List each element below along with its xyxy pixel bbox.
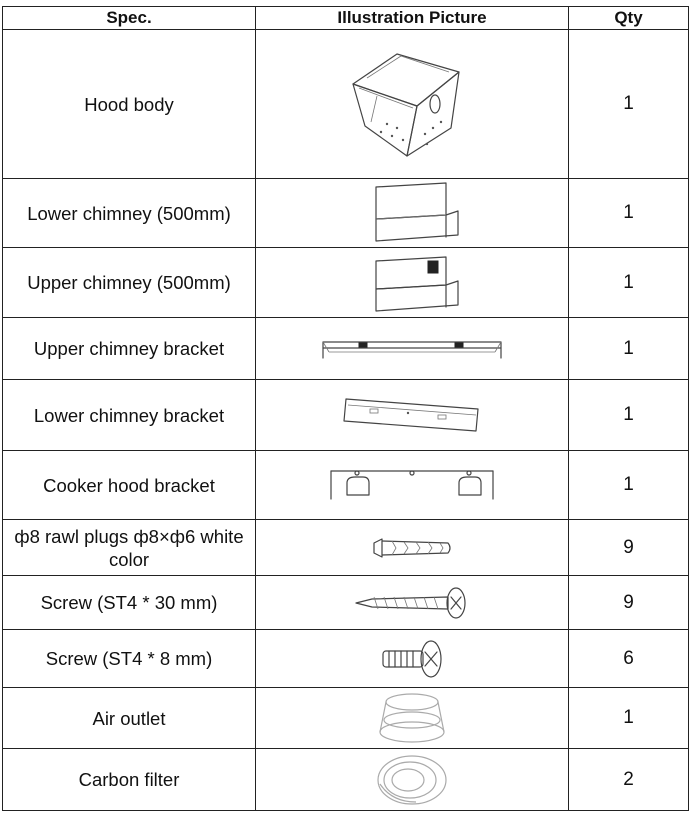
lower-chimney-icon (362, 181, 462, 245)
table-row (3, 688, 689, 749)
header-qty: Qty (569, 7, 689, 30)
spec-cell: Carbon filter (3, 749, 256, 811)
qty-cell: 9 (569, 520, 689, 576)
spec-cell: Screw (ST4 * 30 mm) (3, 576, 256, 630)
rawl-plug-icon (370, 531, 454, 565)
cooker-hood-bracket-icon (327, 465, 497, 505)
picture-cell (256, 630, 569, 688)
table-header-row (3, 7, 689, 30)
hood-body-icon (347, 44, 477, 164)
header-picture: Illustration Picture (256, 7, 569, 30)
upper-chimney-bracket-icon (319, 332, 505, 366)
qty-cell: 1 (569, 451, 689, 520)
picture-cell (256, 451, 569, 520)
picture-cell (256, 380, 569, 451)
long-screw-icon (352, 583, 472, 623)
picture-cell (256, 248, 569, 318)
spec-cell: ф8 rawl plugs ф8×ф6 white color (3, 520, 256, 576)
qty-cell: 1 (569, 688, 689, 749)
carbon-filter-icon (372, 752, 452, 808)
qty-cell: 1 (569, 30, 689, 179)
header-spec: Spec. (3, 7, 256, 30)
short-screw-icon (377, 637, 447, 681)
table-row (3, 520, 689, 576)
spec-cell: Air outlet (3, 688, 256, 749)
spec-cell: Lower chimney (500mm) (3, 179, 256, 248)
lower-chimney-bracket-icon (342, 395, 482, 435)
spec-cell: Hood body (3, 30, 256, 179)
spec-cell: Upper chimney (500mm) (3, 248, 256, 318)
table-row (3, 248, 689, 318)
picture-cell (256, 318, 569, 380)
table-row (3, 576, 689, 630)
picture-cell (256, 179, 569, 248)
picture-cell (256, 520, 569, 576)
air-outlet-icon (372, 690, 452, 746)
spec-cell: Lower chimney bracket (3, 380, 256, 451)
spec-cell: Upper chimney bracket (3, 318, 256, 380)
table-row (3, 380, 689, 451)
picture-cell (256, 576, 569, 630)
table-row (3, 30, 689, 179)
qty-cell: 2 (569, 749, 689, 811)
upper-chimney-icon (362, 251, 462, 315)
parts-list-table (2, 6, 689, 811)
picture-cell (256, 688, 569, 749)
table-row (3, 749, 689, 811)
table-row (3, 179, 689, 248)
qty-cell: 1 (569, 380, 689, 451)
qty-cell: 1 (569, 248, 689, 318)
picture-cell (256, 30, 569, 179)
table-row (3, 318, 689, 380)
qty-cell: 9 (569, 576, 689, 630)
qty-cell: 6 (569, 630, 689, 688)
qty-cell: 1 (569, 179, 689, 248)
table-row (3, 630, 689, 688)
spec-cell: Screw (ST4 * 8 mm) (3, 630, 256, 688)
picture-cell (256, 749, 569, 811)
spec-cell: Cooker hood bracket (3, 451, 256, 520)
table-row (3, 451, 689, 520)
qty-cell: 1 (569, 318, 689, 380)
